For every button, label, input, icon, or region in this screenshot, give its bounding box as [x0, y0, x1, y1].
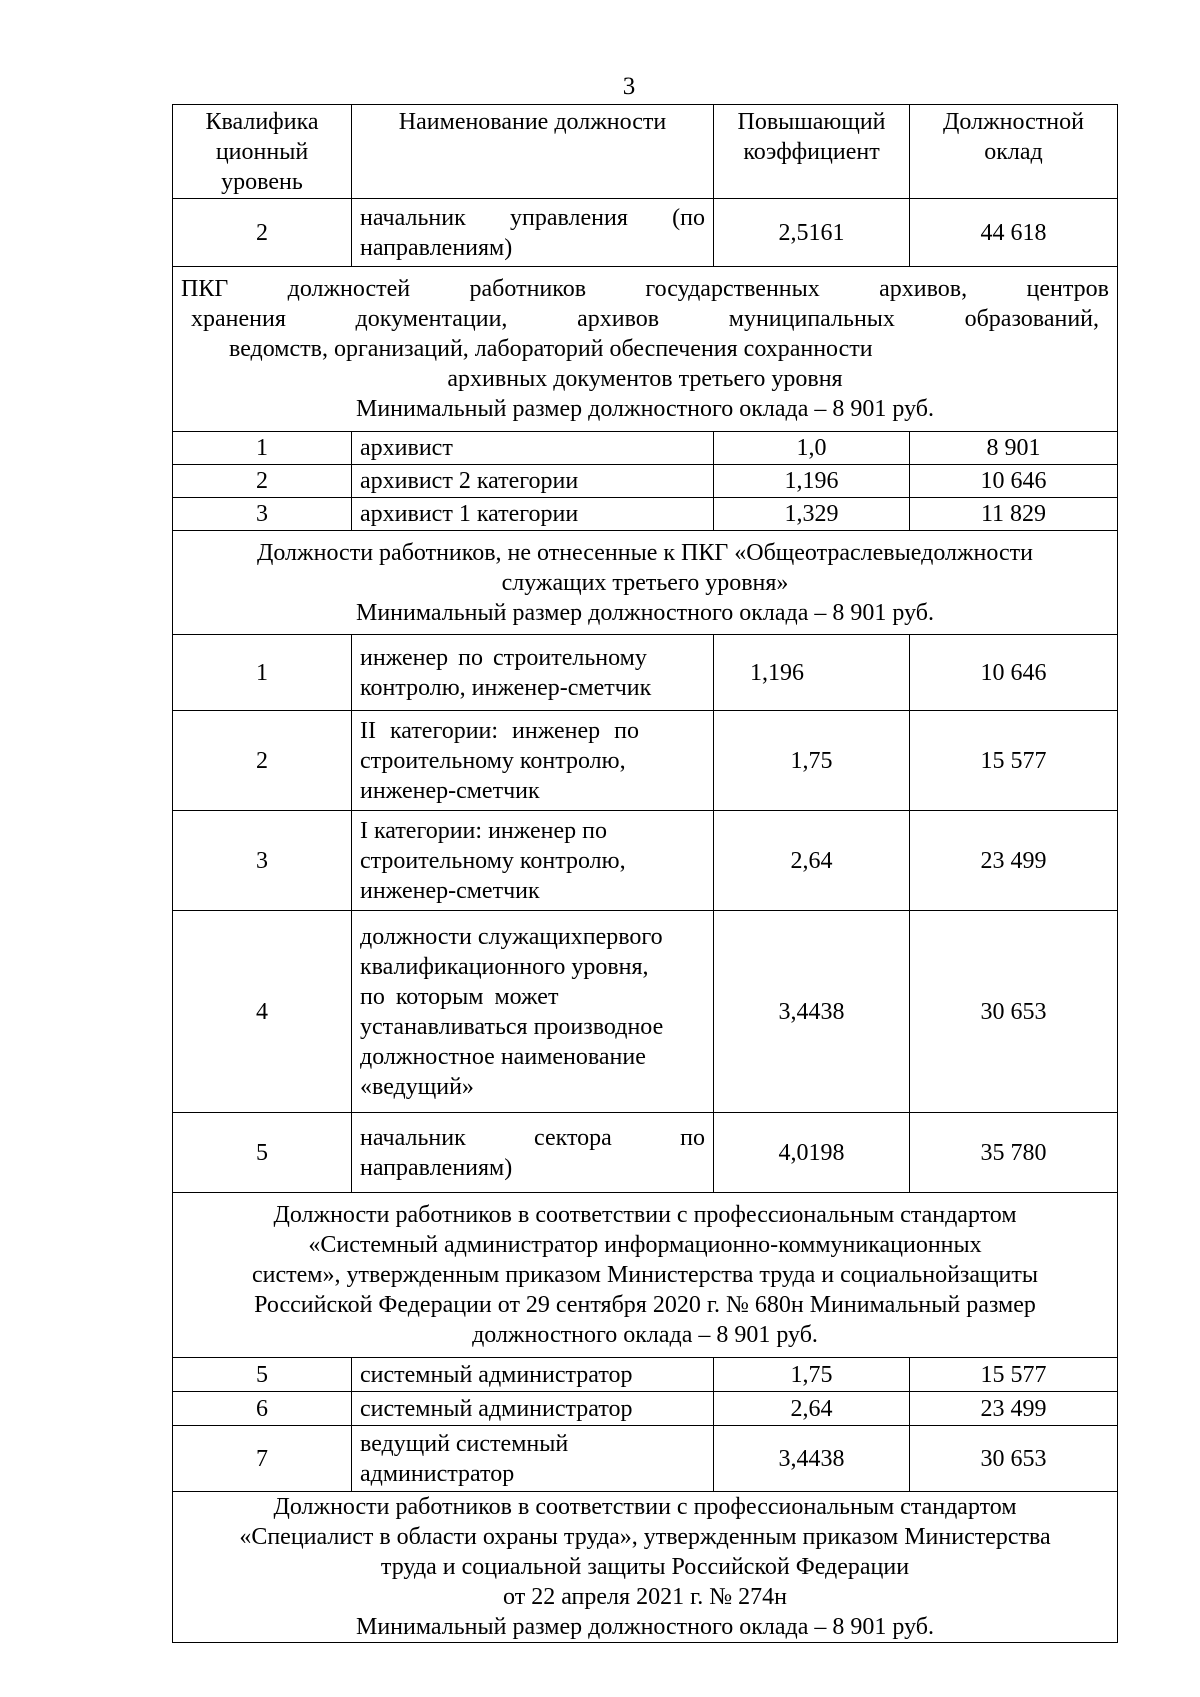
- section-line: ведомств, организаций, лабораторий обеспечения сохранности: [229, 336, 873, 362]
- section-heading-row: [173, 531, 1118, 635]
- section-line: Должности работников в соответствии с профессиональным стандартом: [273, 1202, 1017, 1228]
- cell-coef: 3,4438: [714, 1426, 910, 1492]
- section-heading-sysadmin: [173, 1193, 1118, 1358]
- cell-level: 5: [173, 1113, 352, 1193]
- cell-name-line: по которым может: [360, 983, 559, 1010]
- cell-name: [352, 811, 714, 911]
- table-row: [173, 911, 1118, 1113]
- section-heading-labor-safety: [173, 1492, 1118, 1643]
- section-heading-row: [173, 1492, 1118, 1643]
- cell-name: [352, 199, 714, 267]
- section-line: от 22 апреля 2021 г. № 274н: [503, 1584, 787, 1610]
- cell-name: [352, 635, 714, 711]
- cell-name: архивист: [352, 432, 714, 465]
- cell-coef: 3,4438: [714, 911, 910, 1113]
- cell-salary: 15 577: [910, 1358, 1118, 1392]
- cell-salary: 35 780: [910, 1113, 1118, 1193]
- cell-name-line: инженер-сметчик: [360, 877, 540, 904]
- section-line: Должности работников, не отнесенные к ПКГ «Общеотраслевыедолжности: [257, 539, 1033, 566]
- cell-name-line: II категории: инженер по: [360, 717, 639, 744]
- cell-name-line: строительному контролю,: [360, 747, 626, 774]
- cell-salary: 10 646: [910, 465, 1118, 498]
- section-line: Минимальный размер должностного оклада – 8 901 руб.: [356, 396, 934, 422]
- section-line: систем», утвержденным приказом Министерства труда и социальнойзащиты: [252, 1262, 1038, 1288]
- cell-level: 7: [173, 1426, 352, 1492]
- table-row: [173, 711, 1118, 811]
- header-name: [352, 105, 714, 199]
- section-line: архивных документов третьего уровня: [447, 366, 843, 392]
- cell-name: [352, 1426, 714, 1492]
- cell-name: системный администратор: [352, 1392, 714, 1426]
- cell-level: 2: [173, 199, 352, 267]
- table-row: [173, 199, 1118, 267]
- table-row: [173, 1426, 1118, 1492]
- header-level: [173, 105, 352, 199]
- cell-coef: 1,196: [714, 635, 910, 711]
- cell-name-line: «ведущий»: [360, 1073, 474, 1100]
- cell-level: 6: [173, 1392, 352, 1426]
- cell-salary: 11 829: [910, 498, 1118, 531]
- header-name-text: Наименование должности: [398, 109, 667, 135]
- cell-level: 2: [173, 711, 352, 811]
- table-row: [173, 1358, 1118, 1392]
- section-line: Минимальный размер должностного оклада – 8 901 руб.: [356, 599, 934, 626]
- section-line: «Специалист в области охраны труда», утвержденным приказом Министерства: [239, 1524, 1051, 1550]
- table-row: [173, 498, 1118, 531]
- section-line: труда и социальной защиты Российской Федерации: [380, 1554, 910, 1580]
- section-line: «Системный администратор информационно-коммуникационных: [308, 1232, 982, 1258]
- section-heading-row: [173, 1193, 1118, 1358]
- table-row: [173, 1392, 1118, 1426]
- section-heading-row: [173, 267, 1118, 432]
- cell-name-line: начальник сектора по: [360, 1124, 705, 1151]
- cell-coef: 2,64: [714, 811, 910, 911]
- header-coef: [714, 105, 910, 199]
- cell-salary: 30 653: [910, 1426, 1118, 1492]
- cell-level: 1: [173, 635, 352, 711]
- header-coef-text: Повышающий коэффициент: [737, 109, 886, 165]
- table-row: [173, 811, 1118, 911]
- table-row: [173, 465, 1118, 498]
- cell-level: 1: [173, 432, 352, 465]
- cell-coef: 4,0198: [714, 1113, 910, 1193]
- section-line: Российской Федерации от 29 сентября 2020 г. № 680н Минимальный размер: [254, 1292, 1036, 1318]
- header-salary-text: Должностной оклад: [943, 109, 1084, 165]
- cell-coef: 1,75: [714, 711, 910, 811]
- cell-name-line: должностное наименование: [360, 1043, 646, 1070]
- cell-salary: 44 618: [910, 199, 1118, 267]
- cell-salary: 10 646: [910, 635, 1118, 711]
- cell-salary: 23 499: [910, 811, 1118, 911]
- section-line: Минимальный размер должностного оклада – 8 901 руб.: [356, 1614, 934, 1640]
- cell-name-line: должности служащихпервого: [360, 923, 663, 950]
- cell-coef: 2,64: [714, 1392, 910, 1426]
- cell-salary: 30 653: [910, 911, 1118, 1113]
- cell-name: системный администратор: [352, 1358, 714, 1392]
- cell-name-line: инженер-сметчик: [360, 777, 540, 804]
- page-number: 3: [622, 73, 636, 100]
- cell-coef: 1,196: [714, 465, 910, 498]
- cell-name-line: начальник управления (по: [360, 204, 705, 231]
- cell-coef: 1,0: [714, 432, 910, 465]
- header-salary: [910, 105, 1118, 199]
- cell-level: 4: [173, 911, 352, 1113]
- cell-name-line: I категории: инженер по: [360, 817, 608, 844]
- cell-name-line: квалификационного уровня,: [360, 953, 649, 980]
- cell-salary: 15 577: [910, 711, 1118, 811]
- cell-salary: 8 901: [910, 432, 1118, 465]
- table-header-row: [173, 105, 1118, 199]
- cell-coef: 1,329: [714, 498, 910, 531]
- cell-level: 3: [173, 498, 352, 531]
- cell-name: архивист 2 категории: [352, 465, 714, 498]
- section-heading-archives: [173, 267, 1118, 432]
- section-heading-other: [173, 531, 1118, 635]
- cell-coef: 2,5161: [714, 199, 910, 267]
- cell-name-line: инженер по строительному: [360, 644, 647, 671]
- cell-name-line: администратор: [360, 1460, 515, 1487]
- section-line: Должности работников в соответствии с профессиональным стандартом: [273, 1494, 1017, 1520]
- cell-level: 2: [173, 465, 352, 498]
- cell-name-line: направлениям): [360, 1154, 513, 1181]
- salary-table: [172, 104, 1118, 1643]
- cell-name-line: ведущий системный: [360, 1430, 569, 1457]
- section-line: ПКГ должностей работников государственных архивов, центров: [181, 276, 1109, 302]
- cell-name: [352, 911, 714, 1113]
- section-line: хранения документации, архивов муниципальных образований,: [191, 306, 1099, 332]
- cell-name-line: устанавливаться производное: [360, 1013, 664, 1040]
- section-line: должностного оклада – 8 901 руб.: [472, 1322, 818, 1348]
- header-level-text: Квалифика ционный уровень: [205, 109, 319, 195]
- cell-name-line: строительному контролю,: [360, 847, 626, 874]
- cell-salary: 23 499: [910, 1392, 1118, 1426]
- cell-level: 5: [173, 1358, 352, 1392]
- cell-name: [352, 711, 714, 811]
- cell-name: [352, 1113, 714, 1193]
- cell-name: архивист 1 категории: [352, 498, 714, 531]
- table-row: [173, 635, 1118, 711]
- cell-level: 3: [173, 811, 352, 911]
- cell-name-line: направлениям): [360, 234, 513, 261]
- cell-name-line: контролю, инженер-сметчик: [360, 674, 652, 701]
- table-row: [173, 1113, 1118, 1193]
- section-line: служащих третьего уровня»: [501, 569, 789, 596]
- cell-coef: 1,75: [714, 1358, 910, 1392]
- table-row: [173, 432, 1118, 465]
